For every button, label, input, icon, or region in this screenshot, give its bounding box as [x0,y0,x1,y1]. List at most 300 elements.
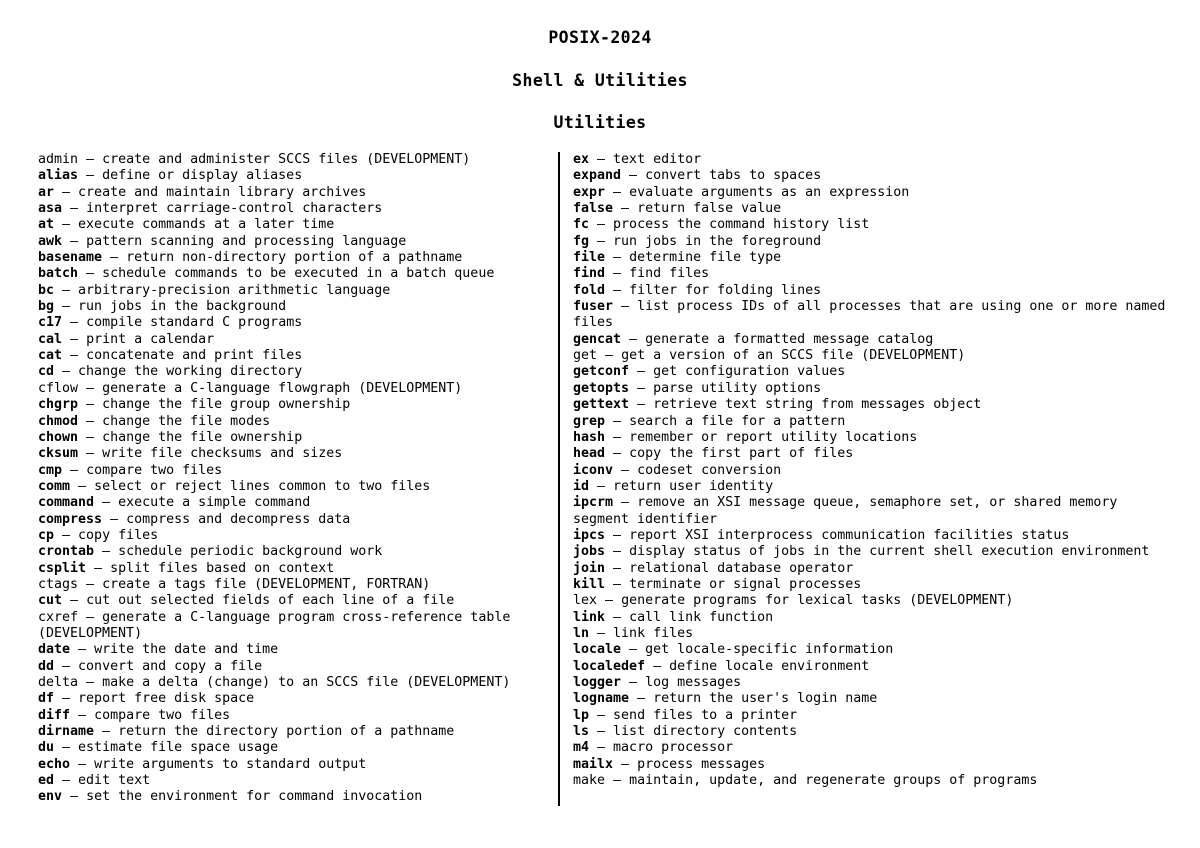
utility-description: run jobs in the foreground [613,233,822,249]
utility-separator: – [621,642,646,658]
utility-entry [573,757,1172,773]
utility-separator: – [605,282,630,298]
utility-description: list process IDs of all processes that are using one or more named files [573,299,1166,331]
utility-entry [38,364,550,380]
utilities-column-right [560,152,1200,789]
utility-entry [38,610,550,643]
utility-entry [38,463,550,479]
utility-name[interactable]: admin [38,152,79,167]
utility-separator: – [605,266,630,282]
utility-separator: – [54,299,79,315]
utility-description: compare two files [94,707,231,723]
utility-separator: – [78,675,103,690]
utility-separator: – [54,527,79,543]
utility-description: create and maintain library archives [78,184,367,200]
utility-separator: – [70,707,95,723]
utility-name[interactable]: date [38,642,71,658]
utility-description: return non-directory portion of a pathname [126,250,463,266]
utility-separator: – [62,593,87,609]
utility-separator: – [589,233,614,249]
utility-separator: – [589,152,614,167]
utility-description: edit text [78,773,151,789]
utility-entry [38,528,550,544]
utility-separator: – [589,478,614,494]
utility-description: retrieve text string from messages object [653,397,982,413]
utility-separator: – [613,495,638,511]
utility-name[interactable]: c17 [38,315,63,331]
utility-name[interactable]: getconf [573,364,630,380]
utility-entry [38,381,550,397]
utility-entry [38,642,550,658]
utility-name[interactable]: bg [38,299,55,315]
utility-entry [573,299,1172,332]
utility-separator: – [78,576,103,592]
utility-separator: – [589,724,614,740]
utility-name[interactable]: dirname [38,724,95,740]
utility-entry [38,740,550,756]
utility-description: arbitrary-precision arithmetic language [78,282,391,298]
utility-name[interactable]: csplit [38,560,87,576]
utility-description: create and administer SCCS files (DEVELOPMENT) [102,152,471,167]
utility-separator: – [54,184,79,200]
utility-separator: – [102,250,127,266]
utility-entry [38,152,550,168]
utility-name[interactable]: ed [38,773,55,789]
utility-entry [573,577,1172,593]
utility-list-left [38,152,550,806]
utility-entry [38,217,550,233]
utility-description: split files based on context [110,560,335,576]
utility-description: list directory contents [613,724,798,740]
utility-name[interactable]: chgrp [38,397,79,413]
utility-name[interactable]: make [573,773,606,789]
utility-description: report XSI interprocess communication facilities status [629,527,1070,543]
utility-name[interactable]: cflow [38,380,79,396]
utility-description: execute commands at a later time [78,217,335,233]
utility-description: generate programs for lexical tasks (DEVELOPMENT) [621,593,1014,609]
utility-separator: – [78,152,103,167]
utility-description: convert and copy a file [78,658,263,674]
utility-description: convert tabs to spaces [645,168,822,184]
utility-separator: – [605,429,630,445]
section-title: Shell & Utilities [512,70,688,90]
utility-entry [573,234,1172,250]
utility-entry [573,364,1172,380]
utility-entry [38,201,550,217]
utility-entry [38,168,550,184]
utility-name[interactable]: fuser [573,299,614,315]
utility-name[interactable]: gettext [573,397,630,413]
utility-description: compile standard C programs [86,315,303,331]
utility-name[interactable]: false [573,201,614,217]
utility-name[interactable]: bc [38,282,55,298]
utility-entry [573,397,1172,413]
utility-description: compress and decompress data [126,511,351,527]
utility-separator: – [629,397,654,413]
utility-separator: – [70,478,95,494]
utility-entry [38,561,550,577]
utility-entry [38,495,550,511]
utility-separator: – [589,625,614,641]
utility-description: write the date and time [94,642,279,658]
utility-description: search a file for a pattern [629,413,846,429]
utility-description: terminate or signal processes [629,576,862,592]
utility-description: send files to a printer [613,707,798,723]
utility-name[interactable]: comm [38,478,71,494]
utility-name[interactable]: ctags [38,576,79,592]
utility-name[interactable]: du [38,740,55,756]
utility-entry [573,266,1172,282]
utility-separator: – [597,348,622,364]
utility-entry [573,593,1172,609]
utility-name[interactable]: basename [38,250,103,266]
utility-description: execute a simple command [118,495,311,511]
utility-description: remove an XSI message queue, semaphore set, or shared memory segment identifier [573,495,1118,527]
utility-entry [573,610,1172,626]
utility-description: generate a formatted message catalog [645,331,934,347]
utility-name[interactable]: chown [38,429,79,445]
utility-name[interactable]: ipcs [573,527,606,543]
utility-separator: – [629,380,654,396]
utility-name[interactable]: file [573,250,606,266]
utility-description: filter for folding lines [629,282,822,298]
utility-separator: – [54,691,79,707]
utility-entry [573,283,1172,299]
utility-description: write file checksums and sizes [102,446,343,462]
utility-description: evaluate arguments as an expression [629,184,910,200]
utility-description: generate a C-language flowgraph (DEVELOPMENT) [102,380,463,396]
utility-entry [573,691,1172,707]
utility-name[interactable]: awk [38,233,63,249]
utility-name[interactable]: alias [38,168,79,184]
utility-name[interactable]: link [573,609,606,625]
utility-name[interactable]: fg [573,233,590,249]
utility-name[interactable]: cmp [38,462,63,478]
utility-name[interactable]: env [38,789,63,805]
utility-name[interactable]: cksum [38,446,79,462]
utility-description: return user identity [613,478,774,494]
utility-name[interactable]: ipcrm [573,495,614,511]
utility-separator: – [54,282,79,298]
utility-description: get a version of an SCCS file (DEVELOPMENT) [621,348,966,364]
utility-entry [573,446,1172,462]
utility-name[interactable]: diff [38,707,71,723]
utility-separator: – [54,740,79,756]
utility-description: make a delta (change) to an SCCS file (DEVELOPMENT) [102,675,511,690]
utility-separator: – [94,544,119,560]
utility-description: create a tags file (DEVELOPMENT, FORTRAN) [102,576,431,592]
utility-separator: – [78,397,103,413]
utility-separator: – [605,413,630,429]
utility-name[interactable]: cat [38,348,63,364]
utility-entry [573,217,1172,233]
utility-description: return the user's login name [653,691,878,707]
utility-entry [38,397,550,413]
utility-entry [573,740,1172,756]
utility-entry [573,675,1172,691]
utility-separator: – [78,266,103,282]
utility-name[interactable]: iconv [573,462,614,478]
utility-entry [573,626,1172,642]
utility-description: interpret carriage-control characters [86,201,383,217]
utility-separator: – [54,364,79,380]
utility-entry [573,414,1172,430]
utility-entry [573,561,1172,577]
utility-entry [38,332,550,348]
utility-name[interactable]: get [573,348,598,364]
utility-name[interactable]: hash [573,429,606,445]
utility-entry [573,463,1172,479]
utility-name[interactable]: getopts [573,380,630,396]
utility-entry [38,234,550,250]
utility-separator: – [621,331,646,347]
utility-separator: – [78,380,103,396]
utility-name[interactable]: command [38,495,95,511]
utility-description: change the file ownership [102,429,303,445]
utility-name[interactable]: cd [38,364,55,380]
utility-name[interactable]: m4 [573,740,590,756]
utility-entry [573,642,1172,658]
utility-name[interactable]: chmod [38,413,79,429]
utility-entry [38,724,550,740]
utility-separator: – [621,168,646,184]
utility-entry [38,512,550,528]
utility-separator: – [54,658,79,674]
utility-description: macro processor [613,740,734,756]
utility-separator: – [62,233,87,249]
utility-separator: – [589,740,614,756]
utility-name[interactable]: gencat [573,331,622,347]
utility-separator: – [605,544,630,560]
utility-separator: – [78,429,103,445]
utility-entry [38,348,550,364]
utility-description: generate a C-language program cross-reference table (DEVELOPMENT) [38,609,511,641]
utility-name[interactable]: expand [573,168,622,184]
utility-description: link files [613,625,694,641]
utility-description: copy the first part of files [629,446,854,462]
utility-entry [573,659,1172,675]
utility-description: define locale environment [669,658,870,674]
utility-separator: – [62,462,87,478]
utility-separator: – [54,217,79,233]
utility-description: cut out selected fields of each line of a file [86,593,455,609]
utility-entry [573,773,1172,789]
page-title: POSIX-2024 [548,28,652,47]
utility-description: log messages [645,675,742,690]
utility-entry [38,544,550,560]
utility-entry [573,430,1172,446]
utility-description: report free disk space [78,691,255,707]
utility-description: display status of jobs in the current shell execution environment [629,544,1150,560]
utility-entry [38,266,550,282]
utility-separator: – [86,560,111,576]
utility-name[interactable]: logname [573,691,630,707]
utility-entry [573,152,1172,168]
utility-name[interactable]: dd [38,658,55,674]
utility-description: codeset conversion [637,462,782,478]
utility-name[interactable]: ls [573,724,590,740]
utility-separator: – [605,609,630,625]
utility-separator: – [54,773,79,789]
utility-separator: – [621,675,646,690]
utility-description: parse utility options [653,380,822,396]
utility-entry [573,708,1172,724]
utility-name[interactable]: jobs [573,544,606,560]
utility-name[interactable]: lex [573,593,598,609]
utility-name[interactable]: compress [38,511,103,527]
utility-name[interactable]: kill [573,576,606,592]
utility-name[interactable]: locale [573,642,622,658]
utility-name[interactable]: grep [573,413,606,429]
utility-description: schedule commands to be executed in a batch queue [102,266,495,282]
utility-entry [38,299,550,315]
utility-name[interactable]: localedef [573,658,646,674]
utility-separator: – [605,250,630,266]
utility-entry [38,185,550,201]
utility-entry [38,675,550,691]
utility-entry [573,348,1172,364]
utility-entry [38,446,550,462]
utility-description: change the working directory [78,364,303,380]
utility-name[interactable]: join [573,560,606,576]
utility-separator: – [70,642,95,658]
utility-name[interactable]: logger [573,675,622,690]
utility-description: relational database operator [629,560,854,576]
utility-description: estimate file space usage [78,740,279,756]
utility-name[interactable]: cxref [38,609,79,625]
utility-entry [573,250,1172,266]
utility-separator: – [78,413,103,429]
utility-list-right [573,152,1172,789]
utility-name[interactable]: id [573,478,590,494]
utility-description: text editor [613,152,702,167]
utility-entry [38,414,550,430]
utility-separator: – [62,315,87,331]
utility-name[interactable]: fc [573,217,590,233]
utility-entry [38,659,550,675]
utility-description: maintain, update, and regenerate groups of programs [629,773,1038,789]
utility-separator: – [62,331,87,347]
utility-separator: – [78,446,103,462]
utility-separator: – [62,789,87,805]
utility-separator: – [645,658,670,674]
utility-name[interactable]: at [38,217,55,233]
utility-name[interactable]: cal [38,331,63,347]
utility-separator: – [613,756,638,772]
utility-description: process the command history list [613,217,870,233]
utility-name[interactable]: echo [38,756,71,772]
utility-separator: – [589,707,614,723]
document-header [0,0,1200,132]
utility-description: pattern scanning and processing language [86,233,407,249]
utility-separator: – [78,168,103,184]
utility-entry [38,250,550,266]
utility-separator: – [605,773,630,789]
utility-name[interactable]: ln [573,625,590,641]
utility-description: print a calendar [86,331,215,347]
utility-description: define or display aliases [102,168,303,184]
utility-entry [573,724,1172,740]
utility-separator: – [589,217,614,233]
utility-description: compare two files [86,462,223,478]
utility-entry [38,773,550,789]
utility-name[interactable]: batch [38,266,79,282]
utility-entry [38,691,550,707]
utility-name[interactable]: expr [573,184,606,200]
utility-entry [573,332,1172,348]
utility-entry [38,789,550,805]
utility-name[interactable]: ex [573,152,590,167]
utility-description: process messages [637,756,766,772]
utility-description: write arguments to standard output [94,756,367,772]
utility-name[interactable]: crontab [38,544,95,560]
utility-separator: – [94,724,119,740]
utility-description: copy files [78,527,159,543]
utility-description: return the directory portion of a pathname [118,724,455,740]
utility-separator: – [629,691,654,707]
utility-name[interactable]: lp [573,707,590,723]
utility-separator: – [62,201,87,217]
utility-entry [38,315,550,331]
utility-description: change the file group ownership [102,397,351,413]
utility-entry [573,495,1172,528]
utility-name[interactable]: mailx [573,756,614,772]
utility-entry [573,528,1172,544]
utility-separator: – [597,593,622,609]
utility-entry [573,544,1172,560]
utility-name[interactable]: head [573,446,606,462]
utility-description: select or reject lines common to two files [94,478,431,494]
subsection-title: Utilities [553,113,647,132]
utility-separator: – [94,495,119,511]
utility-entry [573,185,1172,201]
utility-separator: – [613,462,638,478]
utilities-columns [0,152,1200,806]
utility-name[interactable]: df [38,691,55,707]
utility-name[interactable]: ar [38,184,55,200]
utility-separator: – [78,609,103,625]
utility-name[interactable]: asa [38,201,63,217]
utility-name[interactable]: cut [38,593,63,609]
utility-separator: – [605,560,630,576]
utility-entry [38,757,550,773]
utility-name[interactable]: delta [38,675,79,690]
utility-description: call link function [629,609,774,625]
utility-name[interactable]: cp [38,527,55,543]
utility-separator: – [613,201,638,217]
utility-description: concatenate and print files [86,348,303,364]
utility-description: get configuration values [653,364,846,380]
utility-name[interactable]: fold [573,282,606,298]
utility-separator: – [605,576,630,592]
utility-description: return false value [637,201,782,217]
utility-entry [38,479,550,495]
utility-entry [38,593,550,609]
utility-separator: – [102,511,127,527]
utility-description: schedule periodic background work [118,544,383,560]
utility-description: run jobs in the background [78,299,287,315]
utility-entry [38,577,550,593]
utility-description: set the environment for command invocation [86,789,423,805]
utility-separator: – [605,184,630,200]
utility-entry [573,381,1172,397]
utility-entry [38,430,550,446]
utility-entry [38,708,550,724]
utility-description: determine file type [629,250,782,266]
utility-separator: – [605,527,630,543]
utility-name[interactable]: find [573,266,606,282]
utility-separator: – [629,364,654,380]
